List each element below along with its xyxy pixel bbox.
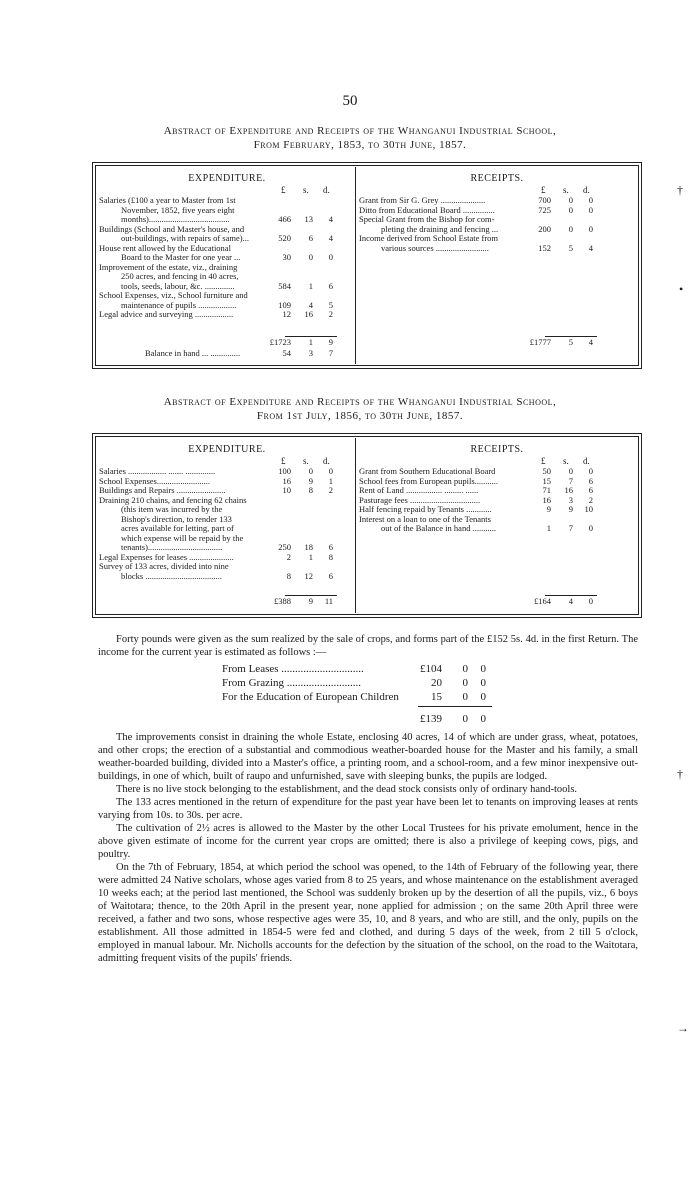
income-amount-pounds: 15 bbox=[431, 691, 442, 703]
money-header: £ bbox=[541, 185, 546, 195]
expenditure-description: School Expenses......................... bbox=[99, 475, 210, 486]
expenditure-amount-pence: 4 bbox=[328, 233, 333, 243]
expenditure-amount-shillings: 0 bbox=[308, 466, 313, 476]
expenditure-amount-pounds: 100 bbox=[278, 466, 291, 476]
money-header: d. bbox=[583, 185, 590, 195]
table1-title-line2: From February, 1853, to 30th June, 1857. bbox=[253, 139, 467, 151]
expenditure-amount-pence: 5 bbox=[328, 299, 333, 310]
income-total-pounds: £139 bbox=[420, 713, 442, 725]
receipts-amount-pence: 0 bbox=[588, 204, 593, 215]
body-paragraph: The 133 acres mentioned in the return of expenditure for the past year have been let to tenants on improving leases at rents varying from 10s. to 30s. per acre. bbox=[98, 797, 638, 821]
expenditure-description: which expense will be repaid by the bbox=[121, 532, 244, 543]
receipts-amount-shillings: 16 bbox=[564, 485, 573, 495]
expenditure-amount-pounds: 8 bbox=[286, 570, 291, 581]
receipts-total-pence: 4 bbox=[588, 337, 593, 347]
receipts-amount-pence: 2 bbox=[588, 494, 593, 505]
receipts-description: Ditto from Educational Board ............... bbox=[359, 204, 495, 215]
expenditure-amount-pounds: 466 bbox=[278, 214, 291, 224]
expenditure-description: Buildings (School and Master's house, and bbox=[99, 223, 245, 234]
expenditure-amount-pence: 0 bbox=[328, 252, 333, 262]
receipts-amount-pounds: 700 bbox=[538, 195, 551, 205]
income-amount-shillings: 0 bbox=[462, 663, 468, 675]
receipts-amount-shillings: 3 bbox=[568, 494, 573, 505]
expenditure-amount-pounds: 520 bbox=[278, 233, 291, 243]
expenditure-amount-shillings: 6 bbox=[308, 233, 313, 243]
receipts-heading: RECEIPTS. bbox=[470, 173, 524, 184]
receipts-amount-pounds: 16 bbox=[542, 494, 551, 505]
receipts-amount-pounds: 9 bbox=[546, 504, 551, 514]
income-row bbox=[222, 662, 492, 676]
receipts-description: Rent of Land ................. ......... ...... bbox=[359, 485, 479, 495]
expenditure-description: (this item was incurred by the bbox=[121, 504, 223, 514]
receipts-amount-pounds: 50 bbox=[542, 466, 551, 476]
money-header: s. bbox=[303, 185, 309, 195]
receipts-amount-shillings: 0 bbox=[568, 466, 573, 476]
income-amount-pence: 0 bbox=[480, 663, 486, 675]
expenditure-amount-shillings: 13 bbox=[304, 214, 313, 224]
receipts-total-shillings: 5 bbox=[568, 337, 573, 347]
expenditure-amount-shillings: 12 bbox=[304, 570, 313, 581]
expenditure-description: Buildings and Repairs ....................... bbox=[99, 485, 226, 495]
margin-mark: † bbox=[677, 767, 683, 781]
receipts-description: Special Grant from the Bishop for com- bbox=[359, 214, 495, 224]
expenditure-column bbox=[99, 434, 355, 617]
receipts-amount-pounds: 200 bbox=[538, 223, 551, 234]
income-amount-pence: 0 bbox=[480, 691, 486, 703]
expenditure-amount-pounds: 584 bbox=[278, 280, 291, 291]
receipts-amount-shillings: 0 bbox=[568, 204, 573, 215]
expenditure-amount-pence: 2 bbox=[328, 309, 333, 319]
margin-mark: • bbox=[679, 282, 684, 296]
table2-title-line2: From 1st July, 1856, to 30th June, 1857. bbox=[256, 410, 464, 422]
money-header: £ bbox=[541, 456, 546, 466]
receipts-description: Grant from Sir G. Grey ..................... bbox=[359, 195, 486, 205]
page-number: 50 bbox=[342, 93, 358, 109]
expenditure-amount-pounds: 10 bbox=[282, 485, 291, 495]
expenditure-amount-pounds: 16 bbox=[282, 475, 291, 486]
expenditure-description: Salaries (£100 a year to Master from 1st bbox=[99, 195, 236, 205]
expenditure-description: School Expenses, viz., School furniture and bbox=[99, 290, 248, 300]
receipts-amount-pounds: 152 bbox=[538, 242, 551, 253]
body-paragraph: The cultivation of 2½ acres is allowed to the Master by the other Local Trustees for his private emolument, hence in the above given estimate of income for the current year crops are omitted; there is also a privilege of keeping cows, pigs, and poultry. bbox=[98, 823, 638, 860]
money-header: £ bbox=[281, 456, 286, 466]
expenditure-amount-pence: 6 bbox=[328, 280, 333, 291]
receipts-heading: RECEIPTS. bbox=[470, 444, 524, 455]
money-header: d. bbox=[583, 456, 590, 466]
receipts-description: out of the Balance in hand ........... bbox=[381, 523, 496, 533]
income-amount-pounds: £104 bbox=[420, 663, 442, 675]
expenditure-total-pounds: £1723 bbox=[269, 337, 291, 347]
expenditure-amount-shillings: 16 bbox=[304, 309, 313, 319]
expenditure-amount-pence: 8 bbox=[328, 551, 333, 562]
receipts-amount-pence: 4 bbox=[588, 242, 593, 253]
expenditure-description: tools, seeds, labour, &c. .............. bbox=[121, 280, 235, 291]
expenditure-amount-shillings: 1 bbox=[308, 280, 313, 291]
expenditure-description: Survey of 133 acres, divided into nine bbox=[99, 561, 229, 571]
expenditure-amount-pence: 6 bbox=[328, 570, 333, 581]
expenditure-amount-pounds: 250 bbox=[278, 542, 291, 552]
receipts-total-pounds: £164 bbox=[534, 596, 551, 606]
income-total-shillings: 0 bbox=[462, 713, 468, 725]
balance-amount-pounds: 54 bbox=[282, 347, 291, 358]
income-amount-shillings: 0 bbox=[462, 677, 468, 689]
receipts-amount-shillings: 7 bbox=[568, 475, 573, 486]
income-amount-pence: 0 bbox=[480, 677, 486, 689]
receipts-amount-pounds: 15 bbox=[542, 475, 551, 486]
expenditure-description: maintenance of pupils .................. bbox=[121, 299, 237, 310]
expenditure-amount-pounds: 30 bbox=[282, 252, 291, 262]
receipts-description: School fees from European pupils........... bbox=[359, 475, 499, 486]
money-header: £ bbox=[281, 185, 286, 195]
receipts-column bbox=[359, 434, 635, 617]
margin-mark: † bbox=[677, 183, 683, 197]
expenditure-description: Salaries .................. ....... .............. bbox=[99, 466, 216, 476]
expenditure-total-pence: 11 bbox=[324, 596, 333, 606]
receipts-description: pleting the draining and fencing ... bbox=[381, 223, 499, 234]
table-divider bbox=[355, 167, 356, 364]
expenditure-amount-pounds: 2 bbox=[286, 551, 291, 562]
expenditure-column bbox=[99, 163, 355, 368]
expenditure-amount-pence: 2 bbox=[328, 485, 333, 495]
expenditure-amount-pence: 1 bbox=[328, 475, 333, 486]
money-header: d. bbox=[323, 456, 330, 466]
receipts-description: Grant from Southern Educational Board bbox=[359, 466, 496, 476]
table-divider bbox=[355, 438, 356, 613]
expenditure-total-shillings: 9 bbox=[308, 596, 313, 606]
balance-label: Balance in hand ... .............. bbox=[145, 347, 241, 358]
receipts-amount-shillings: 7 bbox=[568, 523, 573, 533]
income-label: From Leases .............................. bbox=[222, 663, 364, 675]
income-amount-pounds: 20 bbox=[431, 677, 442, 689]
table2 bbox=[92, 433, 642, 618]
receipts-description: Half fencing repaid by Tenants ............ bbox=[359, 504, 492, 514]
margin-mark: → bbox=[677, 1021, 689, 1035]
receipts-amount-pounds: 1 bbox=[546, 523, 551, 533]
money-header: s. bbox=[303, 456, 309, 466]
income-label: From Grazing ........................... bbox=[222, 677, 362, 689]
table1-title-line1: Abstract of Expenditure and Receipts of the Whanganui Industrial School, bbox=[163, 125, 557, 137]
expenditure-amount-shillings: 0 bbox=[308, 252, 313, 262]
income-amount-shillings: 0 bbox=[462, 691, 468, 703]
expenditure-heading: EXPENDITURE. bbox=[188, 173, 266, 184]
body-paragraph: There is no live stock belonging to the establishment, and the dead stock consists only of ordinary hand-tools. bbox=[116, 784, 578, 795]
expenditure-description: Legal Expenses for leases ..................... bbox=[99, 551, 234, 562]
expenditure-amount-pounds: 12 bbox=[282, 309, 291, 319]
receipts-amount-shillings: 0 bbox=[568, 195, 573, 205]
expenditure-description: November, 1852, five years eight bbox=[121, 204, 235, 215]
expenditure-amount-pounds: 109 bbox=[278, 299, 291, 310]
money-header: s. bbox=[563, 185, 569, 195]
receipts-total-shillings: 4 bbox=[568, 596, 573, 606]
expenditure-description: out-buildings, with repairs of same)... bbox=[121, 233, 249, 243]
expenditure-description: acres available for letting, part of bbox=[121, 523, 234, 533]
receipts-description: various sources ......................... bbox=[381, 242, 489, 253]
expenditure-description: Improvement of the estate, viz., draining bbox=[99, 261, 238, 272]
expenditure-amount-pence: 4 bbox=[328, 214, 333, 224]
receipts-amount-pence: 10 bbox=[584, 504, 593, 514]
expenditure-description: blocks .................................... bbox=[121, 570, 222, 581]
expenditure-amount-shillings: 1 bbox=[308, 551, 313, 562]
body-text bbox=[98, 731, 638, 965]
expenditure-amount-shillings: 18 bbox=[304, 542, 313, 552]
expenditure-description: Draining 210 chains, and fencing 62 chains bbox=[99, 494, 247, 505]
receipts-amount-pence: 6 bbox=[588, 475, 593, 486]
expenditure-heading: EXPENDITURE. bbox=[188, 444, 266, 455]
income-row bbox=[222, 676, 492, 690]
receipts-amount-pounds: 71 bbox=[542, 485, 551, 495]
expenditure-description: House rent allowed by the Educational bbox=[99, 242, 231, 253]
receipts-amount-pence: 0 bbox=[588, 523, 593, 533]
receipts-description: Pasturage fees ................................. bbox=[359, 494, 481, 505]
receipts-description: Income derived from School Estate from bbox=[359, 233, 499, 243]
receipts-amount-pence: 0 bbox=[588, 195, 593, 205]
receipts-amount-shillings: 5 bbox=[568, 242, 573, 253]
expenditure-description: Bishop's direction, to render 133 bbox=[121, 513, 232, 524]
expenditure-description: Board to the Master for one year ... bbox=[121, 252, 241, 262]
expenditure-description: tenants)................................... bbox=[121, 542, 223, 552]
receipts-amount-pence: 0 bbox=[588, 223, 593, 234]
receipts-amount-pence: 6 bbox=[588, 485, 593, 495]
expenditure-amount-pence: 0 bbox=[328, 466, 333, 476]
receipts-amount-pence: 0 bbox=[588, 466, 593, 476]
income-row bbox=[222, 690, 492, 704]
receipts-amount-pounds: 725 bbox=[538, 204, 551, 215]
money-header: s. bbox=[563, 456, 569, 466]
table1 bbox=[92, 162, 642, 369]
expenditure-total-pounds: £388 bbox=[274, 596, 291, 606]
receipts-amount-shillings: 0 bbox=[568, 223, 573, 234]
expenditure-amount-shillings: 8 bbox=[308, 485, 313, 495]
money-header: d. bbox=[323, 185, 330, 195]
body-paragraph: On the 7th of February, 1854, at which period the school was opened, to the 14th of February of the following year, there were admitted 24 Native scholars, whose ages varied from 8 to 25 years, and whose maintenance on the establishment averaged 10 weeks each; at the period last mentioned, the School was suddenly broken up by the desertion of all the pupils, viz., 6 boys of Waitotara; thence, to the 20th April in the present year, none applied for admission ; on the same 20th April three were received, a father and two sons, whose respective ages were 35, 10, and 8 years, and who are still, and the only, pupils on the establishment. All those admitted in 1854-5 were fed and clothed, and during 5 days of the week, from 2 till 5 o'clock, employed in manual labour. Mr. Nicholls accounts for the defection by the situation of the school, on the road to the Waitotara, admitting frequent visits of the pupils' friends. bbox=[98, 862, 638, 964]
receipts-total-pounds: £1777 bbox=[529, 337, 551, 347]
table2-title-line1: Abstract of Expenditure and Receipts of the Whanganui Industrial School, bbox=[163, 396, 557, 408]
expenditure-amount-shillings: 9 bbox=[308, 475, 313, 486]
expenditure-amount-shillings: 4 bbox=[308, 299, 313, 310]
receipts-column bbox=[359, 163, 635, 368]
expenditure-description: 250 acres, and fencing in 40 acres, bbox=[121, 271, 239, 281]
body-paragraph: The improvements consist in draining the whole Estate, enclosing 40 acres, 14 of which are under grass, wheat, potatoes, and other crops; the erection of a substantial and commodious weather-boarded house for the Master and his family, a small weather-boarded building, divided into a Master's office, a printing room, and a school-room, and a few minor inexpensive out-buildings, in one of which, built of raupo and unfurnished, save with sleeping bunks, the pupils are lodged. bbox=[98, 732, 638, 782]
balance-amount-shillings: 3 bbox=[308, 347, 313, 358]
income-intro bbox=[98, 633, 638, 659]
receipts-amount-shillings: 9 bbox=[568, 504, 573, 514]
expenditure-amount-pence: 6 bbox=[328, 542, 333, 552]
income-total-rule bbox=[418, 706, 492, 707]
balance-amount-pence: 7 bbox=[328, 347, 333, 358]
expenditure-description: Legal advice and surveying .................. bbox=[99, 309, 234, 319]
income-total-pence: 0 bbox=[480, 713, 486, 725]
expenditure-description: months)...................................... bbox=[121, 214, 230, 224]
receipts-description: Interest on a loan to one of the Tenants bbox=[359, 513, 491, 524]
income-label: For the Education of European Children bbox=[222, 691, 399, 703]
income-intro-text: Forty pounds were given as the sum realized by the sale of crops, and forms part of the £152 5s. 4d. in the first Return. The income for the current year is estimated as follows :— bbox=[98, 634, 638, 658]
expenditure-total-shillings: 1 bbox=[308, 337, 313, 347]
expenditure-total-pence: 9 bbox=[328, 337, 333, 347]
receipts-total-pence: 0 bbox=[588, 596, 593, 606]
